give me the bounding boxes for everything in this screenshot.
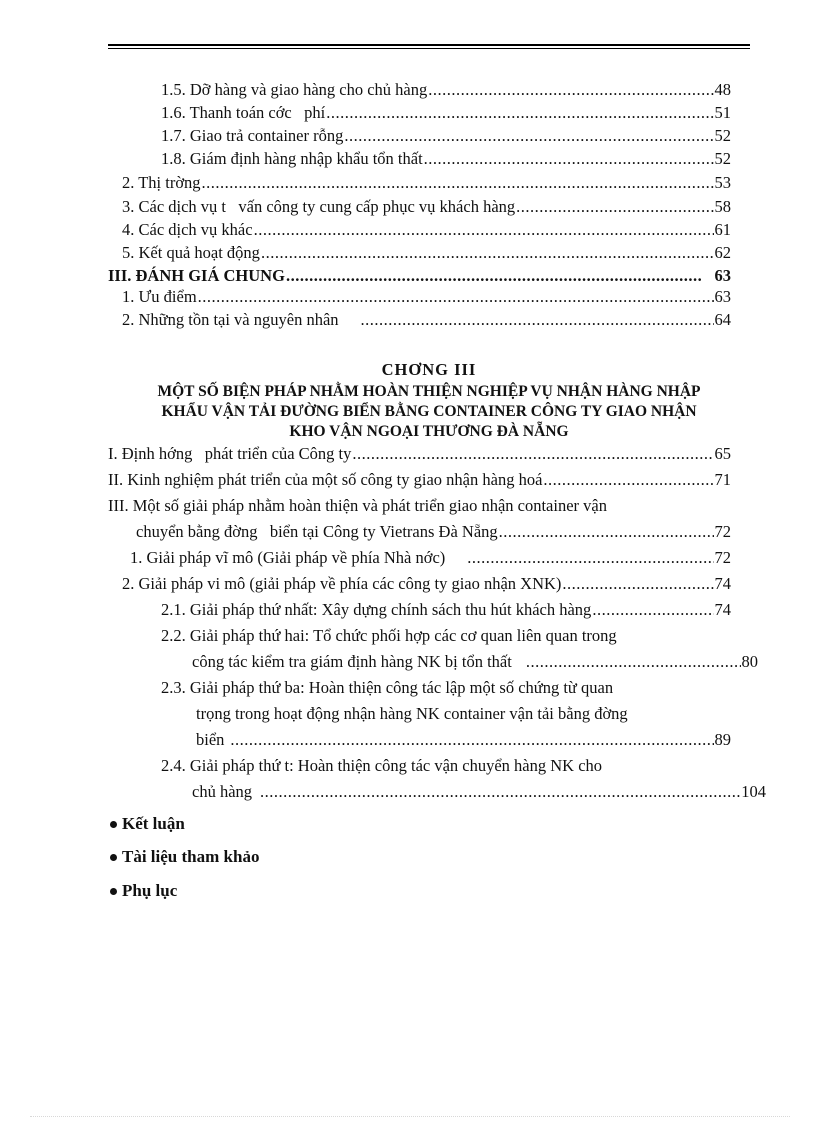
bullet-icon: [110, 888, 117, 895]
toc-entry-page: 52: [714, 126, 731, 145]
toc-entry-text: 2.2. Giải pháp thứ hai: Tổ chức phối hợp các cơ quan liên quan trong: [161, 626, 617, 645]
toc-entry-text: 1. Giải pháp vĩ mô (Giải pháp về phía Nhà nớc): [130, 548, 446, 567]
toc-entry-text: 2.3. Giải pháp thứ ba: Hoàn thiện công tác lập một số chứng từ quan: [161, 678, 614, 697]
closing-item-appendix: [110, 881, 177, 901]
toc-entry: [122, 310, 731, 330]
bullet-icon: [110, 821, 117, 828]
toc-section-heading: [108, 266, 731, 286]
header-rule-thin: [108, 48, 750, 49]
toc-entry-text: trọng trong hoạt động nhận hàng NK container vận tải bằng đờng: [196, 704, 628, 723]
toc-entry-page: 74: [714, 574, 731, 593]
toc-entry-page: 89: [714, 730, 731, 749]
chapter-subtitle-line: MỘT SỐ BIỆN PHÁP NHẰM HOÀN THIỆN NGHIỆP VỤ NHẬN HÀNG NHẬP: [157, 383, 701, 400]
toc-entry-page: 52: [714, 149, 731, 168]
closing-item-label: Tài liệu tham khảo: [122, 847, 260, 866]
toc-entry-text: chủ hàng: [192, 782, 253, 801]
toc-entry: [161, 126, 731, 146]
toc-entry-page: 58: [714, 197, 731, 216]
toc-entry: [161, 80, 731, 100]
toc-entry-page: 61: [714, 220, 731, 239]
toc-entry: [122, 197, 731, 217]
closing-item-conclusion: [110, 814, 185, 834]
toc-entry-text: chuyển bằng đờng biển tại Công ty Vietrans Đà Nẵng: [136, 522, 498, 541]
toc-entry-page: 53: [714, 173, 731, 192]
toc-entry: [192, 652, 758, 672]
toc-entry: [122, 243, 731, 263]
toc-entry-page: 72: [714, 522, 731, 541]
toc-entry-text: 2.1. Giải pháp thứ nhất: Xây dựng chính sách thu hút khách hàng: [161, 600, 592, 619]
toc-entry: [122, 287, 731, 307]
toc-entry-page: 104: [741, 782, 766, 801]
toc-entry-page: 62: [714, 243, 731, 262]
toc-entry: [122, 173, 731, 193]
toc-entry-text: I. Định hớng phát triển của Công ty: [108, 444, 352, 463]
toc-entry-text: 2. Những tồn tại và nguyên nhân: [122, 310, 339, 329]
toc-entry-text: 1.8. Giám định hàng nhập khẩu tổn thất: [161, 149, 423, 168]
closing-item-references: [110, 847, 259, 867]
toc-entry-page: 65: [714, 444, 731, 463]
toc-entry-page: 74: [714, 600, 731, 619]
toc-entry-page: 64: [714, 310, 731, 329]
toc-entry-text: công tác kiểm tra giám định hàng NK bị tổn thất: [192, 652, 512, 671]
toc-entry-text: 2. Giải pháp vi mô (giải pháp về phía các công ty giao nhận XNK): [122, 574, 562, 593]
toc-entry-text: 5. Kết quả hoạt động: [122, 243, 260, 262]
toc-entry-text: 4. Các dịch vụ khác: [122, 220, 253, 239]
toc-entry-text: II. Kinh nghiệm phát triển của một số công ty giao nhận hàng hoá: [108, 470, 543, 489]
toc-entry: [130, 548, 731, 568]
header-rule-thick: [108, 44, 750, 46]
page-bottom-border: [30, 1116, 790, 1118]
toc-entry-text: 1.6. Thanh toán cớc phí: [161, 103, 326, 122]
toc-entry: [196, 730, 731, 750]
toc-entry-page: 72: [714, 548, 731, 567]
toc-entry-page: 63: [714, 287, 731, 306]
bullet-icon: [110, 854, 117, 861]
toc-entry-text: III. Một số giải pháp nhằm hoàn thiện và phát triển giao nhận container vận: [108, 496, 607, 515]
toc-entry-text: 3. Các dịch vụ t vấn công ty cung cấp phục vụ khách hàng: [122, 197, 516, 216]
toc-entry-text: III. ĐÁNH GIÁ CHUNG: [108, 266, 285, 285]
toc-entry-page: 80: [741, 652, 758, 671]
toc-entry-text: 2. Thị trờng: [122, 173, 201, 192]
toc-entry: [161, 149, 731, 169]
toc-entry: [108, 470, 731, 490]
toc-entry-page: 51: [714, 103, 731, 122]
toc-entry-text: 1.5. Dỡ hàng và giao hàng cho chủ hàng: [161, 80, 428, 99]
toc-entry: [192, 782, 766, 802]
toc-entry: [161, 103, 731, 123]
toc-entry-text: 1. Ưu điểm: [122, 287, 197, 306]
toc-entry: [122, 574, 731, 594]
toc-entry-text: biển: [196, 730, 225, 749]
toc-entry-text: 1.7. Giao trả container rỗng: [161, 126, 344, 145]
toc-entry-page: 48: [714, 80, 731, 99]
toc-entry: [136, 522, 731, 542]
chapter-subtitle-line: KHO VẬN NGOẠI THƯƠNG ĐÀ NẴNG: [289, 423, 569, 440]
toc-entry: [108, 444, 731, 464]
chapter-title: CHƠNG III: [381, 360, 477, 379]
toc-entry-text: 2.4. Giải pháp thứ t: Hoàn thiện công tác vận chuyển hàng NK cho: [161, 756, 603, 775]
chapter-subtitle-line: KHẨU VẬN TẢI ĐƯỜNG BIỂN BẰNG CONTAINER CÔNG TY GIAO NHẬN: [161, 403, 697, 420]
toc-entry: [161, 600, 731, 620]
toc-entry-page: 63: [714, 266, 731, 285]
closing-item-label: Kết luận: [122, 814, 185, 833]
toc-entry-page: 71: [714, 470, 731, 489]
closing-item-label: Phụ lục: [122, 881, 178, 900]
toc-entry: [122, 220, 731, 240]
